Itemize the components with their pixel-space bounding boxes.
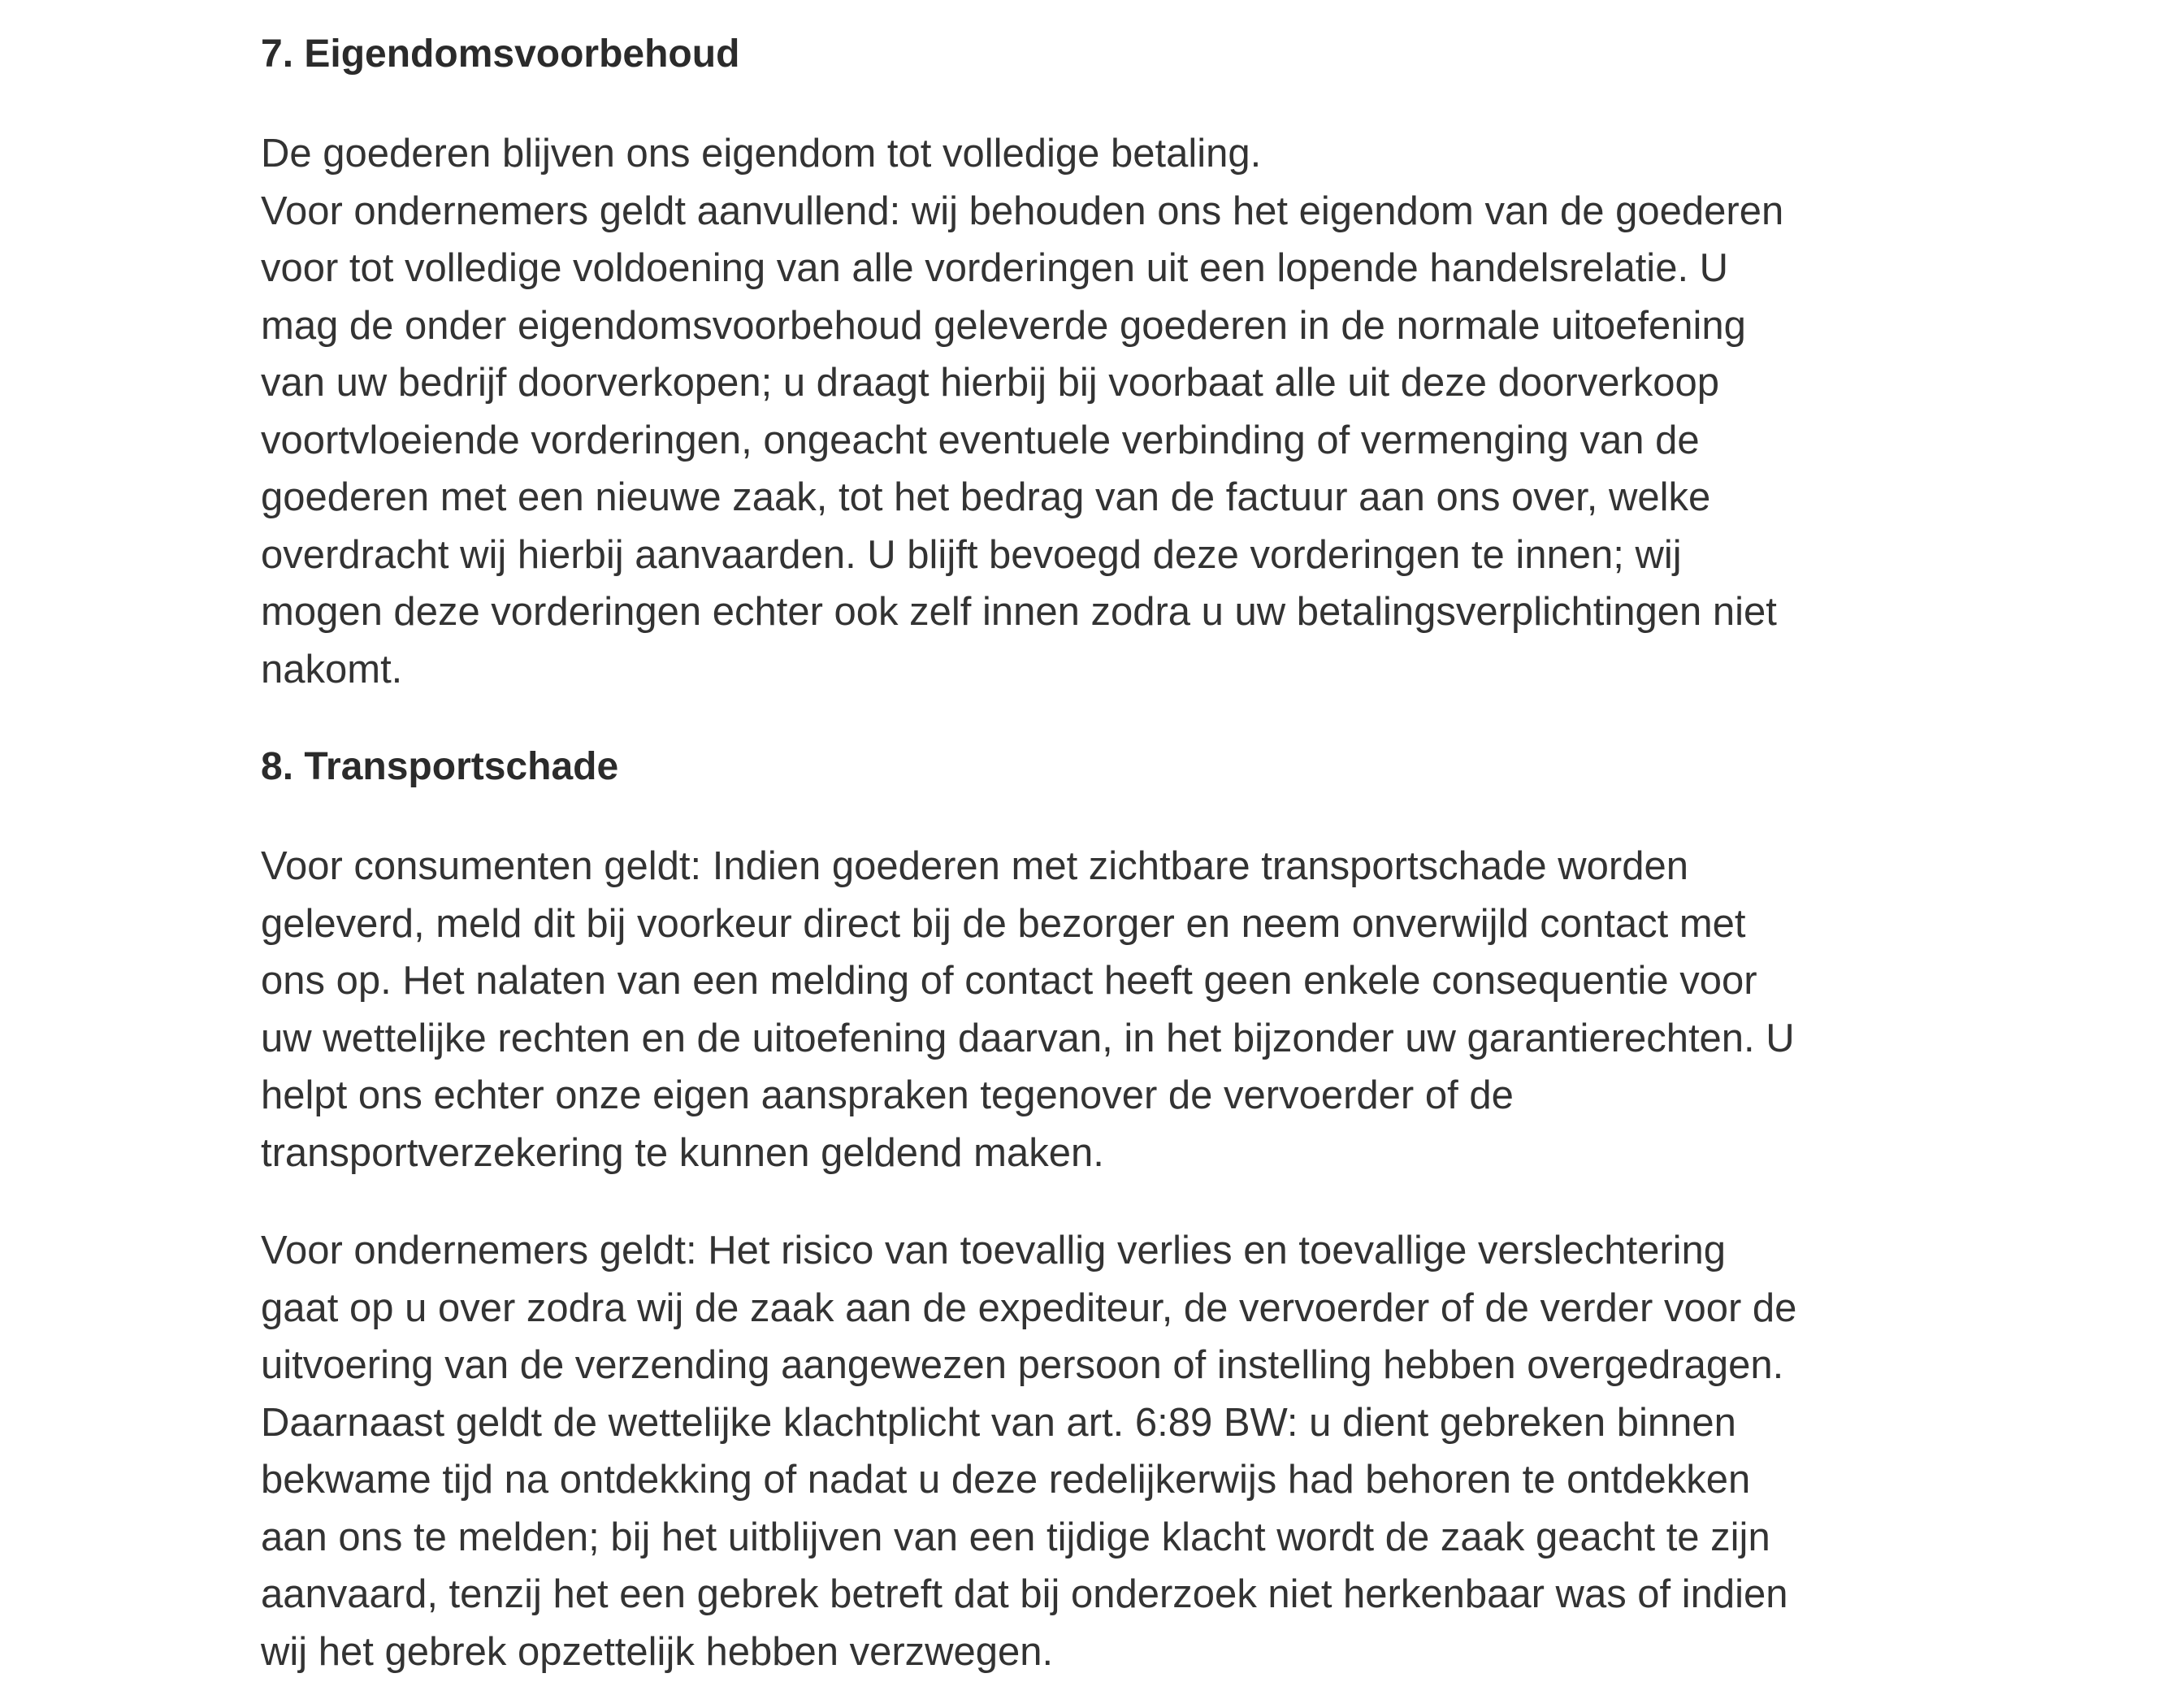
- text-line: nakomt.: [261, 647, 403, 691]
- text-line: overdracht wij hierbij aanvaarden. U blijft bevoegd deze vorderingen te innen; wij: [261, 532, 1682, 577]
- section-transportschade: [261, 739, 1951, 1680]
- text-line: Voor consumenten geldt: Indien goederen met zichtbare transportschade worden: [261, 844, 1688, 888]
- text-line: helpt ons echter onze eigen aanspraken tegenover de vervoerder of de: [261, 1073, 1514, 1117]
- text-line: Daarnaast geldt de wettelijke klachtplicht van art. 6:89 BW: u dient gebreken binnen: [261, 1400, 1736, 1445]
- text-line: uw wettelijke rechten en de uitoefening daarvan, in het bijzonder uw garantierechten. U: [261, 1016, 1795, 1060]
- text-line: mogen deze vorderingen echter ook zelf innen zodra u uw betalingsverplichtingen niet: [261, 590, 1777, 634]
- text-line: Voor ondernemers geldt aanvullend: wij behouden ons het eigendom van de goederen: [261, 189, 1784, 233]
- text-line: mag de onder eigendomsvoorbehoud geleverde goederen in de normale uitoefening: [261, 303, 1746, 348]
- text-line: goederen met een nieuwe zaak, tot het bedrag van de factuur aan ons over, welke: [261, 475, 1711, 519]
- text-line: De goederen blijven ons eigendom tot volledige betaling.: [261, 132, 1262, 176]
- text-line: uitvoering van de verzending aangewezen persoon of instelling hebben overgedragen.: [261, 1343, 1784, 1387]
- text-line: van uw bedrijf doorverkopen; u draagt hierbij bij voorbaat alle uit deze doorverkoop: [261, 361, 1720, 405]
- section-heading: 8. Transportschade: [261, 745, 619, 788]
- text-line: transportverzekering te kunnen geldend maken.: [261, 1130, 1104, 1175]
- paragraph: [261, 125, 1951, 698]
- paragraph-consumenten: [261, 838, 1951, 1181]
- text-line: aanvaard, tenzij het een gebrek betreft dat bij onderzoek niet herkenbaar was of indien: [261, 1572, 1788, 1616]
- section-heading: 7. Eigendomsvoorbehoud: [261, 33, 740, 76]
- text-line: bekwame tijd na ontdekking of nadat u deze redelijkerwijs had behoren te ontdekken: [261, 1458, 1751, 1502]
- paragraph-ondernemers: [261, 1222, 1951, 1680]
- text-line: geleverd, meld dit bij voorkeur direct bij de bezorger en neem onverwijld contact met: [261, 901, 1746, 946]
- text-line: Voor ondernemers geldt: Het risico van toevallig verlies en toevallige verslechtering: [261, 1229, 1727, 1272]
- text-line: aan ons te melden; bij het uitblijven van een tijdige klacht wordt de zaak geacht te zijn: [261, 1515, 1770, 1559]
- section-eigendomsvoorbehoud: [261, 0, 1951, 698]
- text-line: ons op. Het nalaten van een melding of contact heeft geen enkele consequentie voor: [261, 959, 1757, 1003]
- text-line: voortvloeiende vorderingen, ongeacht eventuele verbinding of vermenging van de: [261, 418, 1700, 462]
- text-line: voor tot volledige voldoening van alle vorderingen uit een lopende handelsrelatie. U: [261, 246, 1729, 290]
- text-line: wij het gebrek opzettelijk hebben verzwegen.: [261, 1629, 1054, 1674]
- document-page: [261, 0, 1951, 1680]
- text-line: gaat op u over zodra wij de zaak aan de expediteur, de vervoerder of de verder voor de: [261, 1285, 1797, 1330]
